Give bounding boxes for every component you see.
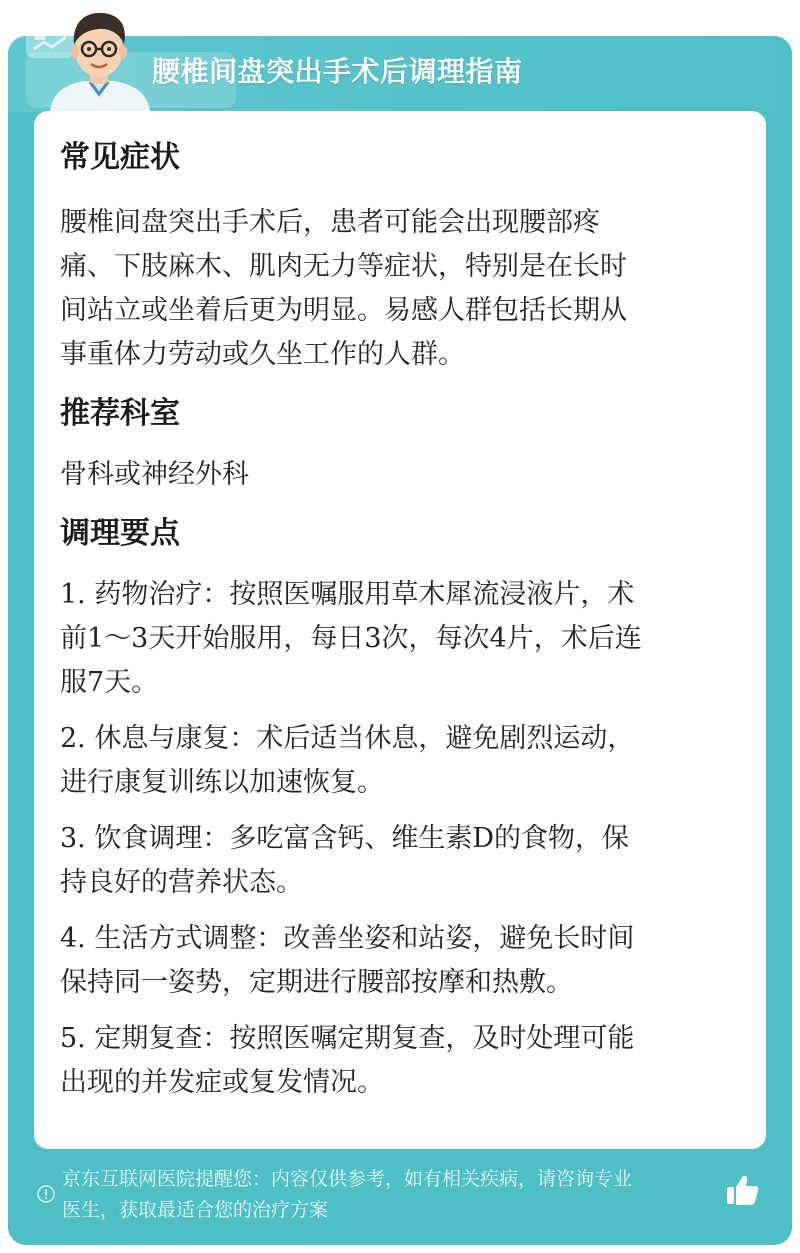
text-line: 前1～3天开始服用，每日3次，每次4片，术后连	[60, 623, 642, 654]
text-line: 骨科或神经外科	[60, 459, 249, 490]
list-item	[60, 573, 728, 705]
section-title-symptoms: 常见症状	[60, 140, 180, 175]
content-card	[34, 111, 766, 1149]
text-line: 1. 药物治疗：按照医嘱服用草木犀流浸液片，术	[60, 579, 635, 610]
list-item	[60, 717, 728, 805]
text-line: 保持同一姿势，定期进行腰部按摩和热敷。	[60, 967, 573, 998]
info-icon	[36, 1184, 56, 1204]
list-item	[60, 1017, 728, 1105]
text-line: 3. 饮食调理：多吃富含钙、维生素D的食物，保	[60, 823, 629, 854]
text-line: 进行康复训练以加速恢复。	[60, 767, 384, 798]
text-line: 间站立或坐着后更为明显。易感人群包括长期从	[60, 295, 627, 326]
text-line: 痛、下肢麻木、肌肉无力等症状，特别是在长时	[60, 251, 627, 282]
content-body	[60, 135, 728, 1105]
disclaimer-line: 医生，获取最适合您的治疗方案	[62, 1199, 329, 1221]
text-line: 2. 休息与康复：术后适当休息，避免剧烈运动，	[60, 723, 635, 754]
doctor-avatar-icon	[44, 4, 154, 112]
symptoms-paragraph	[60, 201, 728, 377]
list-item	[60, 917, 728, 1005]
department-paragraph	[60, 453, 728, 497]
text-line: 服7天。	[60, 667, 159, 698]
list-item	[60, 817, 728, 905]
disclaimer	[62, 1164, 732, 1226]
section-title-department: 推荐科室	[60, 396, 180, 431]
text-line: 持良好的营养状态。	[60, 867, 303, 898]
disclaimer-line: 京东互联网医院提醒您：内容仅供参考，如有相关疾病，请咨询专业	[62, 1168, 633, 1190]
text-line: 4. 生活方式调整：改善坐姿和站姿，避免长时间	[60, 923, 635, 954]
text-line: 5. 定期复查：按照医嘱定期复查，及时处理可能	[60, 1023, 635, 1054]
text-line: 事重体力劳动或久坐工作的人群。	[60, 339, 465, 370]
page-title: 腰椎间盘突出手术后调理指南	[152, 55, 523, 88]
thumbs-up-icon[interactable]	[724, 1172, 760, 1208]
section-title-care: 调理要点	[60, 516, 180, 551]
text-line: 出现的并发症或复发情况。	[60, 1067, 384, 1098]
text-line: 腰椎间盘突出手术后，患者可能会出现腰部疼	[60, 207, 600, 238]
